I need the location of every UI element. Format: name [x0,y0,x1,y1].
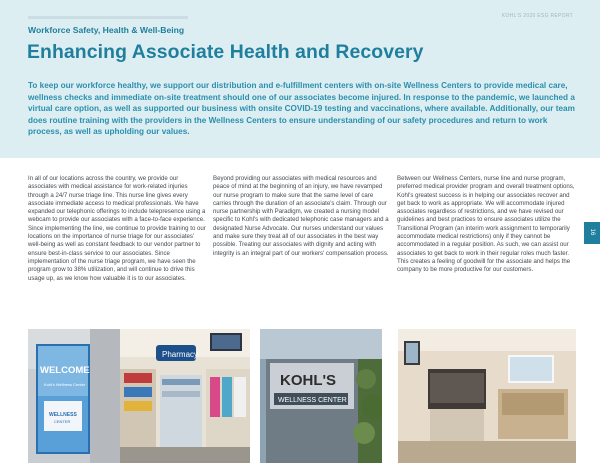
body-column-1: In all of our locations across the country, we provide our associates with medical assistance for work-related injuries through a 24/7 nurse triage line. This nurse line gives every associate immediate access to medical professionals. We have expanded our telephonic offerings to include telepresence using a webcam to provide our associates with a face-to-face experience. Since implementing the line, we continue to provide training to our locations on the importance of nurse triage for our associates' well-being as well as constant feedback to our vendor partner to ensure best-in-class service to our associates. Since implementation of the nurse triage program, we have seen the program grow to 38% utilization, and will continue to drive this usage up, as we know how valuable it is to our associates. [28,175,206,282]
header-rule [28,16,188,19]
running-header [28,13,573,23]
photo-exam-room [398,329,576,463]
welcome-sign-subtitle: Kohl's Wellness Center [44,382,86,387]
pharmacy-sign: Pharmacy [162,350,199,359]
wellness-logo: WELLNESS [49,412,77,418]
running-head: KOHL'S 2020 ESG REPORT [501,13,573,19]
section-label: Workforce Safety, Health & Well-Being [28,25,185,35]
page-number: 16 [589,228,595,236]
body-column-2: Beyond providing our associates with medical resources and peace of mind at the beginning of an injury, we have revamped our nurse program to make sure that the same level of care carries through the duration of an associate's claim. Through our nurse partnership with Paradigm, we created a nursing model specific to Kohl's with dedicated telephonic case managers and a designated Nurse Advocate. Our nurses understand our values and make sure they treat all of our associates in the best way possible. Treating our associates with dignity and acting with integrity is an integral part of our workers' compensation process. [213,175,389,257]
kohls-sign-brand: KOHL'S [280,372,337,389]
wellness-logo-sub: CENTER [54,419,71,424]
photo-kohls-wellness-sign [260,329,382,463]
welcome-sign-text: WELCOME [40,365,90,376]
body-column-3: Between our Wellness Centers, nurse line and nurse program, preferred medical provider program and overall treatment options, Kohl's greatest success is in helping our associates recover and get back to work as appropriate. We will accommodate injured associates regardless of restrictions, and we have revised our guidelines and best practices to ensure associates utilize the Transitional Program (an interim work assignment to temporarily accommodate medical restrictions) only if they cannot be accommodated in a regular position. As such, we can assist our associates to get back to work in their regular roles much faster. This creates a feeling of goodwill for the associate and helps the company to be more productive for our customers. [397,175,575,274]
photo-pharmacy [120,329,250,463]
lead-paragraph: To keep our workforce healthy, we support our distribution and e-fulfillment centers with on-site Wellness Centers to provide medical care, wellness checks and immediate on-site treatment should one of our associates become injured. In response to the pandemic, we launched a virtual care option, as well as supported our business with onsite COVID-19 testing and vaccinations, where available. Additionally, our team does routine training with the providers in the Wellness Centers to ensure understanding of our safety procedures and return to work process, as well as upholding our values. [28,81,575,136]
kohls-sign-sub: WELLNESS CENTER [278,397,347,404]
page-number-tab [584,222,600,244]
page-title: Enhancing Associate Health and Recovery [27,41,424,63]
